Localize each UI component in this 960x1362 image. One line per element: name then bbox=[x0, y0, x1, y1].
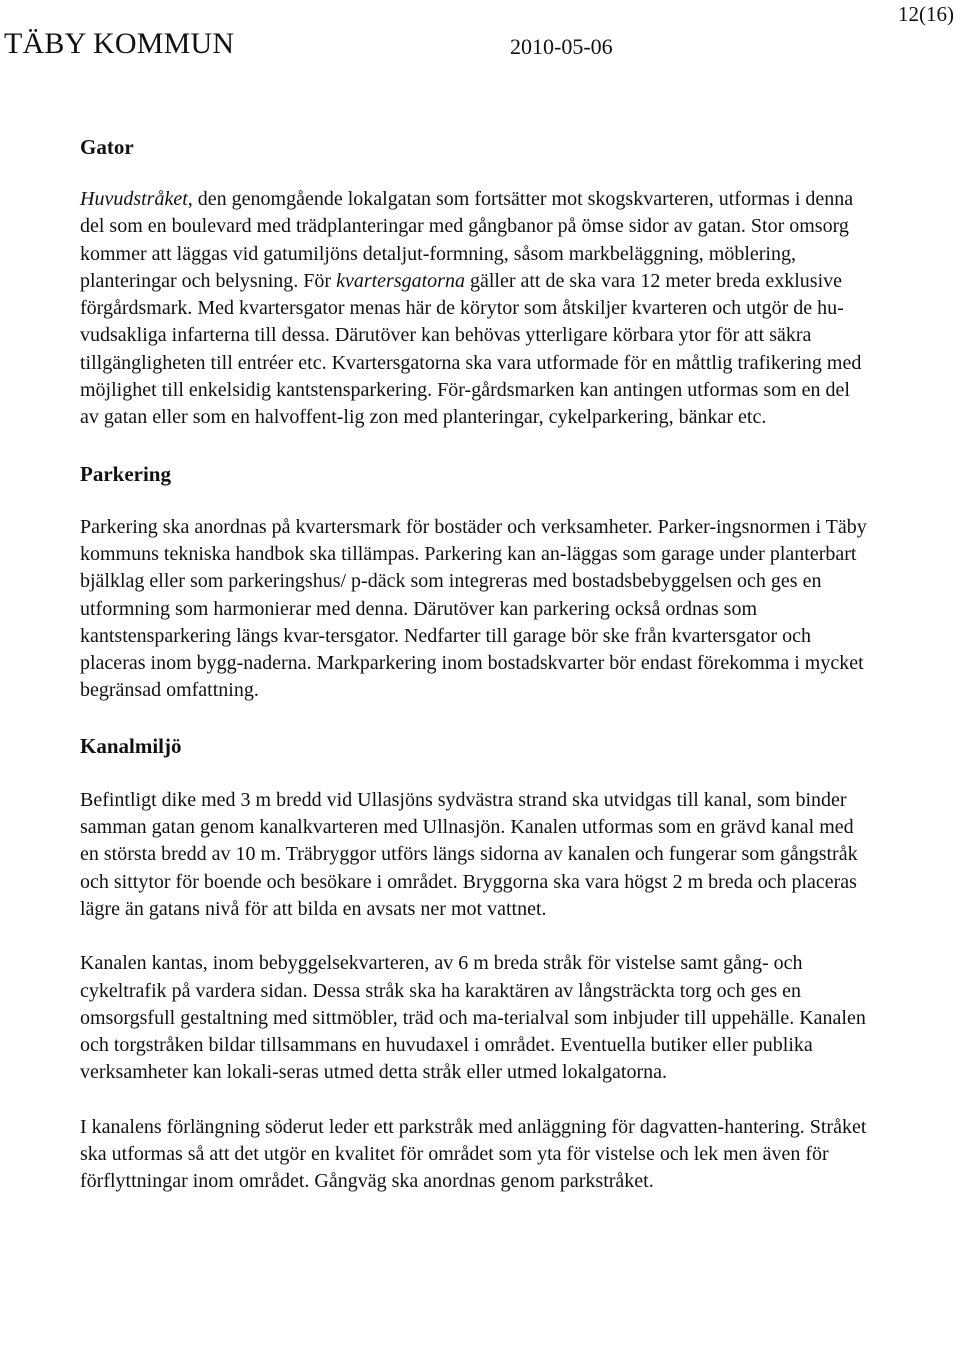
paragraph-kanalmiljo-1: Befintligt dike med 3 m bredd vid Ullasjöns sydvästra strand ska utvidgas till kanal, som binder samman gatan genom kanalkvarteren med Ullnasjön. Kanalen utformas som en grävd kanal med en största bredd av 10 m. Träbryggor utförs längs sidorna av kanalen och fungerar som gångstråk och sittytor för boende och besökare i området. Bryggorna ska vara högst 2 m breda och placeras lägre än gatans nivå för att bilda en avsats ner mot vattnet. bbox=[80, 788, 858, 920]
paragraph-gator bbox=[80, 186, 870, 432]
page-header bbox=[0, 0, 960, 80]
section-parkering bbox=[80, 461, 870, 705]
section-heading-kanalmiljo: Kanalmiljö bbox=[80, 733, 182, 758]
section-heading-parkering: Parkering bbox=[80, 461, 171, 486]
section-gator bbox=[80, 134, 870, 432]
term-kvartersgatorna: kvartersgatorna bbox=[336, 269, 465, 292]
paragraph-kanalmiljo-3: I kanalens förlängning söderut leder ett parkstråk med anläggning för dagvatten-hantering. Stråket ska utformas så att det utgör en kvalitet för området som yta för vistelse och lek men även för förflyttningar inom området. Gångväg ska anordnas genom parkstråket. bbox=[80, 1115, 867, 1193]
organization-name: TÄBY KOMMUN bbox=[4, 27, 235, 60]
section-heading-gator: Gator bbox=[80, 135, 134, 159]
text-run: gäller att de ska vara 12 meter breda exklusive förgårdsmark. Med kvartersgator menas här de körytor som åtskiljer kvarteren och utgör de hu-vudsakliga infarterna till dessa. Därutöver kan behövas ytterligare körbara ytor för att säkra tillgängligheten till entréer etc. Kvartersgatorna ska vara utformade för en måttlig trafikering med möjlighet till enkelsidig kantstensparkering. För-gårdsmarken kan antingen utformas som en del av gatan eller som en halvoffent-lig zon med planteringar, cykelparkering, bänkar etc. bbox=[80, 269, 862, 429]
page-number: 12(16) bbox=[898, 2, 954, 26]
document-body bbox=[80, 134, 870, 1196]
term-huvudstraket: Huvudstråket bbox=[80, 188, 188, 210]
text-run: , den genomgående lokalgatan som fortsätter mot skogskvarteren, utformas i denna del som en boulevard med trädplanteringar med gångbanor på ömse sidor av gatan. Stor omsorg kommer att läggas vid gatumiljöns detaljut-formning, såsom markbeläggning, möblering, planteringar och belysning. För bbox=[80, 188, 854, 292]
document-date: 2010-05-06 bbox=[510, 34, 613, 59]
paragraph-kanalmiljo-2: Kanalen kantas, inom bebyggelsekvarteren, av 6 m breda stråk för vistelse samt gång- och cykeltrafik på vardera sidan. Dessa stråk ska ha karaktären av långsträckta torg och ges en omsorgsfull gestaltning med sittmöbler, träd och ma-terialval som inbjuder till uppehälle. Kanalen och torgstråken bildar tillsammans en huvudaxel i området. Eventuella butiker eller publika verksamheter kan lokali-seras utmed detta stråk eller utmed lokalgatorna. bbox=[80, 952, 866, 1084]
paragraph-parkering: Parkering ska anordnas på kvartersmark för bostäder och verksamheter. Parker-ingsnormen i Täby kommuns tekniska handbok ska tillämpas. Parkering kan an-läggas som garage under planterbart bjälklag eller som parkeringshus/ p-däck som integreras med bostadsbebyggelsen och ges en utformning som harmonierar med denna. Därutöver kan parkering också ordnas som kantstensparkering längs kvar-tersgator. Nedfarter till garage bör ske från kvartersgator och placeras inom bygg-naderna. Markparkering inom bostadskvarter bör endast förekomma i mycket begränsad omfattning. bbox=[80, 515, 867, 702]
section-kanalmiljo bbox=[80, 733, 870, 1196]
